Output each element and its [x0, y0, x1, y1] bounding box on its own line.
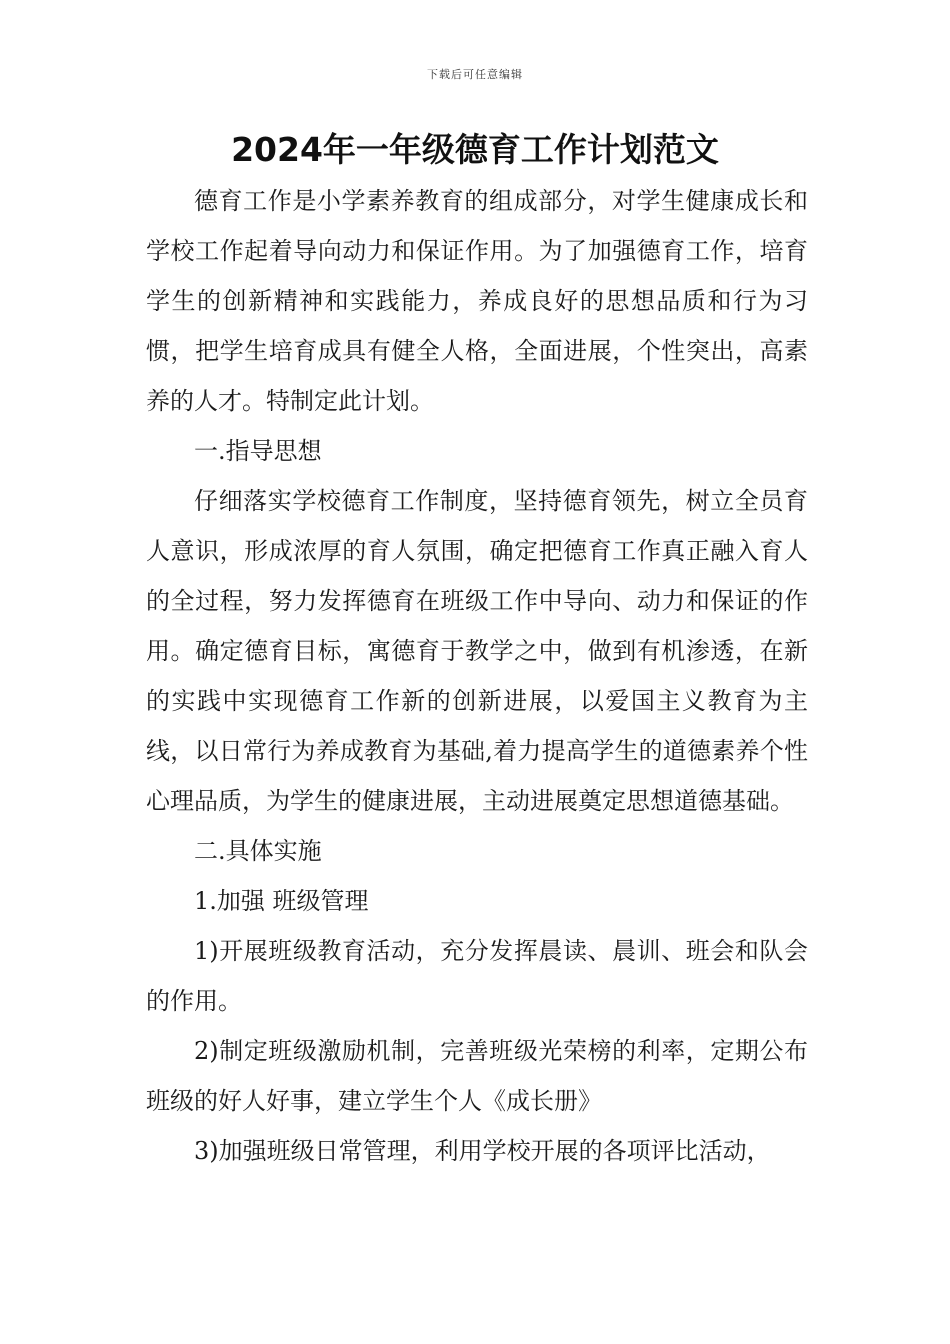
page-header-note: 下载后可任意编辑 — [427, 68, 523, 81]
paragraph-intro: 德育工作是小学素养教育的组成部分，对学生健康成长和学校工作起着导向动力和保证作用。为了加强德育工作，培育学生的创新精神和实践能力，养成良好的思想品质和行为习惯，把学生培育成具有健全人格，全面进展，个性突出，高素养的人才。特制定此计划。 — [146, 187, 808, 415]
paragraph-guiding-ideology: 仔细落实学校德育工作制度，坚持德育领先，树立全员育人意识，形成浓厚的育人氛围，确定把德育工作真正融入育人的全过程，努力发挥德育在班级工作中导向、动力和保证的作用。确定德育目标，寓德育于教学之中，做到有机渗透，在新的实践中实现德育工作新的创新进展，以爱国主义教育为主线，以日常行为养成教育为基础,着力提高学生的道德素养个性心理品质，为学生的健康进展，主动进展奠定思想道德基础。 — [146, 487, 808, 815]
list-item-1: 1)开展班级教育活动，充分发挥晨读、晨训、班会和队会的作用。 — [146, 937, 808, 1015]
list-item-2: 2)制定班级激励机制，完善班级光荣榜的利率，定期公布班级的好人好事，建立学生个人《成长册》 — [146, 1037, 808, 1115]
list-item-3: 3)加强班级日常管理，利用学校开展的各项评比活动， — [194, 1137, 771, 1165]
section-heading-guiding-ideology: 一.指导思想 — [194, 437, 322, 465]
document-title: 2024年一年级德育工作计划范文 — [231, 130, 719, 169]
document-body — [146, 176, 808, 1176]
section-heading-implementation: 二.具体实施 — [194, 837, 322, 865]
subsection-heading-class-management: 1.加强 班级管理 — [194, 887, 369, 915]
